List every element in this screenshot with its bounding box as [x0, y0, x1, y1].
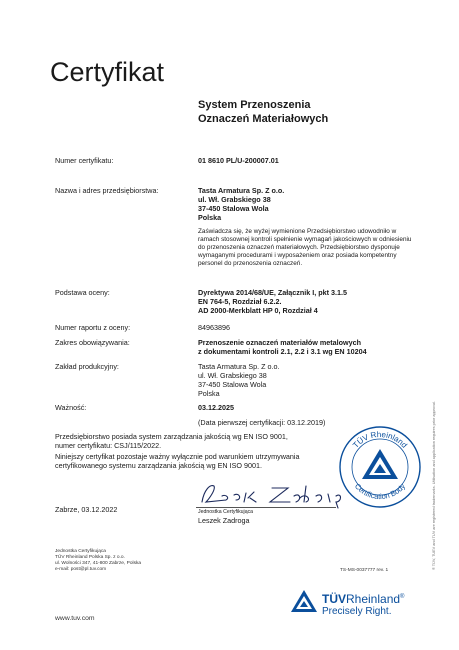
company-line: Tasta Armatura Sp. Z o.o.	[198, 186, 285, 195]
subtitle-line-2: Oznaczeń Materiałowych	[198, 113, 329, 125]
scope-line: z dokumentami kontroli 2.1, 2.2 i 3.1 wg EN 10204	[198, 347, 367, 356]
plant-line: Polska	[198, 389, 220, 398]
signature-text: Leszek Zadroga	[208, 494, 216, 495]
signatory-name: Leszek Zadroga	[198, 516, 250, 525]
company-label: Nazwa i adres przedsiębiorstwa:	[55, 186, 159, 195]
validity-value: 03.12.2025	[198, 403, 234, 412]
qms-line: numer certyfikatu: CSJ/115/2022.	[55, 441, 162, 450]
footer-line: Jednostka Certyfikująca	[55, 549, 106, 554]
handwritten-signature	[196, 478, 346, 510]
logo-brand-bold: TÜV	[322, 592, 346, 606]
signature-line	[196, 507, 336, 508]
website-link[interactable]: www.tuv.com	[55, 615, 95, 622]
validity-condition-paragraph	[55, 452, 355, 470]
basis-label: Podstawa oceny:	[55, 288, 110, 297]
basis-line: EN 764-5, Rozdział 6.2.2.	[198, 297, 282, 306]
plant-line: ul. Wł. Grabskiego 38	[198, 371, 267, 380]
basis-line: AD 2000-Merkblatt HP 0, Rozdział 4	[198, 306, 318, 315]
tuv-certification-seal	[338, 425, 422, 509]
seal-bottom-text: Certification Body	[352, 481, 408, 502]
plant-label: Zakład produkcyjny:	[55, 362, 119, 371]
qms-line: Przedsiębiorstwo posiada system zarządzania jakością wg EN ISO 9001,	[55, 432, 288, 441]
plant-line: 37-450 Stalowa Wola	[198, 380, 267, 389]
basis-value	[198, 288, 423, 315]
subtitle-line-1: System Przenoszenia	[198, 99, 311, 111]
footer-line: ul. Wolności 347, 41-800 Zabrze, Polska	[55, 561, 142, 566]
basis-line: Dyrektywa 2014/68/UE, Załącznik I, pkt 3.1.5	[198, 288, 348, 297]
place-date: Zabrze, 03.12.2022	[55, 505, 118, 514]
trademark-text: ® TÜV, TUEV and TUV are registered trademarks. Utilisation and application requires prior approval.	[432, 401, 436, 570]
scope-line: Przenoszenie oznaczeń materiałów metalowych	[198, 338, 361, 347]
company-address	[198, 186, 423, 222]
first-issue-date: (Data pierwszej certyfikacji: 03.12.2019)	[198, 418, 326, 427]
logo-brand-rest: Rheinland	[346, 592, 401, 606]
logo-slogan: Precisely Right.	[322, 606, 392, 617]
plant-address	[198, 362, 423, 398]
scope-label: Zakres obowiązywania:	[55, 338, 130, 347]
logo-registered-mark: ®	[400, 594, 405, 600]
plant-line: Tasta Armatura Sp. Z o.o.	[198, 362, 280, 371]
footer-address	[55, 549, 141, 573]
company-line: Polska	[198, 213, 222, 222]
report-value: 84963896	[198, 323, 230, 332]
condition-line: Niniejszy certyfikat pozostaje ważny wyłącznie pod warunkiem utrzymywania	[55, 452, 300, 461]
footer-line: e-mail: post@pl.tuv.com	[55, 567, 107, 572]
qms-paragraph	[55, 432, 355, 450]
company-line: ul. Wł. Grabskiego 38	[198, 195, 271, 204]
cert-number-label: Numer certyfikatu:	[55, 156, 114, 165]
cert-number-value: 01 8610 PL/U-200007.01	[198, 156, 279, 165]
validity-label: Ważność:	[55, 403, 87, 412]
footer-line: TÜV Rheinland Polska Sp. z o.o.	[55, 555, 125, 560]
trademark-sidebar	[432, 330, 440, 570]
company-line: 37-450 Stalowa Wola	[198, 204, 269, 213]
statement-text: Zaświadcza się, że wyżej wymienione Przedsiębiorstwo udowodniło w ramach stosownej kontroli spełnienie wymagań jakościowych w odniesieniu do przenoszenia oznaczeń materiałowych. Przedsiębiorstwo dysponuje wymaganymi procedurami i wyposażeniem oraz posiada kompetentny personel do przenoszenia oznaczeń.	[198, 228, 412, 267]
tuv-logo-icon	[290, 589, 318, 613]
logo-wordmark	[322, 590, 404, 606]
tuv-rheinland-logo	[322, 590, 404, 618]
seal-top-text: TÜV Rheinland	[351, 429, 409, 450]
scope-value	[198, 338, 423, 356]
report-label: Numer raportu z oceny:	[55, 323, 131, 332]
signature-unit: Jednostka Certyfikująca	[198, 509, 254, 515]
condition-line: certyfikowanego systemu zarządzania jakością wg EN ISO 9001.	[55, 461, 262, 470]
tuv-triangle-icon	[362, 449, 398, 479]
form-number: TS-MS-0037777 rev. 1	[340, 568, 389, 573]
certificate-title: Certyfikat	[50, 57, 165, 87]
certificate-subtitle	[198, 98, 418, 126]
